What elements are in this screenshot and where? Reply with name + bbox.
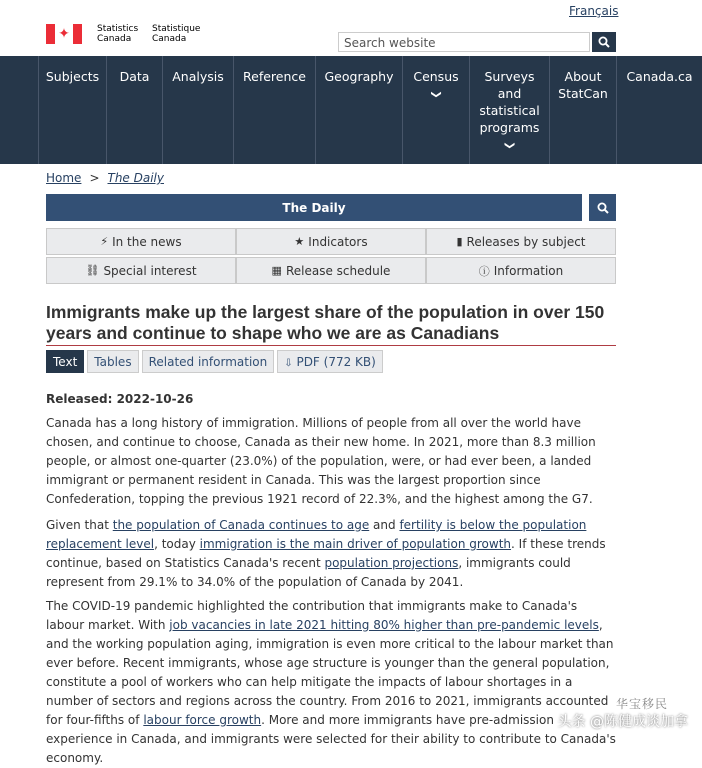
subnav-indicators[interactable]: ★ Indicators [236, 228, 426, 255]
lightning-icon: ⚡ [100, 235, 109, 248]
paragraph-3: The COVID-19 pandemic highlighted the contribution that immigrants make to Canada's labour market. With job vacancies in late 2021 hitting 80% higher than pre-pandemic levels, and the working population aging, immigration is even more critical to the labour market than ever before. Recent immigrants, whose age structure is younger than the general population, constitute a pool of workers who can help mitigate the impacts of labour shortages in a number of sectors and regions across the country. From 2016 to 2021, immigrants accounted for four-fifths of labour force growth. More and more immigrants have pre-admission experience in Canada, and immigrants were selected for their ability to contribute to Canada's economy. [46, 599, 616, 765]
info-icon: ⓘ [478, 264, 490, 278]
signature-french: Statistique Canada [152, 24, 201, 44]
nav-analysis[interactable]: Analysis [163, 56, 234, 164]
tab-related-information[interactable]: Related information [142, 350, 275, 373]
search-icon [598, 36, 610, 48]
nav-data[interactable]: Data [107, 56, 163, 164]
nav-canada-ca[interactable]: Canada.ca [626, 69, 693, 84]
maple-leaf-icon: ✦ [58, 26, 70, 42]
watermark-text: 头条 @陈健成谈加拿 [557, 714, 688, 730]
link-labour-force-growth[interactable]: labour force growth [143, 713, 262, 727]
nav-reference[interactable]: Reference [234, 56, 316, 164]
paragraph-2: Given that the population of Canada continues to age and fertility is below the population replacement level, today immigration is the main driver of population growth. If these trends continue, based on Statistics Canada's recent population projections, immigrants could represent from 29.1% to 34.0% of the population of Canada by 2041. [46, 518, 606, 589]
star-icon: ★ [294, 235, 305, 248]
the-daily-banner[interactable]: The Daily [46, 194, 582, 221]
search-icon [597, 202, 609, 214]
nav-subjects[interactable]: Subjects [38, 56, 107, 164]
link-icon: ⛓ [85, 264, 100, 277]
signature-english: Statistics Canada [97, 24, 139, 44]
release-date: Released: 2022-10-26 [46, 392, 194, 406]
title-divider [46, 345, 616, 346]
book-icon: ▮ [456, 235, 463, 248]
nav-census[interactable]: Census ❯ [403, 56, 470, 164]
subnav-in-the-news[interactable]: ⚡ In the news [46, 228, 236, 255]
subnav-releases-by-subject[interactable]: ▮ Releases by subject [426, 228, 616, 255]
breadcrumb [46, 171, 164, 185]
nav-surveys[interactable]: Surveys and statistical programs ❯ [470, 56, 550, 164]
download-icon: ⇩ [284, 358, 293, 369]
search-input[interactable]: Search website [338, 32, 590, 52]
daily-search-button[interactable] [589, 194, 616, 221]
daily-subnavigation [46, 228, 616, 284]
paragraph-1: Canada has a long history of immigration. Millions of people from all over the world have chosen, and continue to choose, Canada as their new home. In 2021, more than 8.3 million people, or almost one-quarter (23.0%) of the population, were, or had ever been, a landed immigrant or permanent resident in Canada. This was the largest proportion since Confederation, topping the previous 1921 record of 22.3%, and the highest among the G7. [46, 416, 596, 506]
canada-flag-logo[interactable] [46, 24, 82, 44]
seal-watermark: 华宝移民 [616, 697, 669, 711]
subnav-information[interactable]: ⓘ Information [426, 257, 616, 284]
chevron-down-icon: ❯ [430, 90, 442, 99]
link-population-projections[interactable]: population projections [324, 556, 459, 570]
chevron-down-icon: ❯ [504, 141, 515, 150]
article-title: Immigrants make up the largest share of the population in over 150 years and continue to shape who we are as Canadians [46, 302, 605, 343]
breadcrumb-home-link[interactable]: Home [46, 171, 82, 185]
language-toggle-link[interactable]: Français [569, 4, 619, 18]
subnav-release-schedule[interactable]: ▦ Release schedule [236, 257, 426, 284]
breadcrumb-daily-link[interactable]: The Daily [107, 171, 164, 185]
breadcrumb-separator: > [89, 171, 100, 185]
link-job-vacancies[interactable]: job vacancies in late 2021 hitting 80% higher than pre-pandemic levels [169, 618, 599, 632]
main-navigation [0, 56, 702, 164]
calendar-icon: ▦ [271, 264, 282, 277]
tab-pdf[interactable]: ⇩ PDF (772 KB) [277, 350, 383, 373]
nav-about-statcan[interactable]: About StatCan [550, 56, 617, 164]
link-population-aging[interactable]: the population of Canada continues to age [112, 518, 370, 532]
search-button[interactable] [592, 32, 616, 52]
nav-geography[interactable]: Geography [316, 56, 403, 164]
article-tabs [46, 350, 383, 373]
tab-tables[interactable]: Tables [87, 350, 138, 373]
tab-text[interactable]: Text [46, 350, 84, 373]
link-immigration-driver[interactable]: immigration is the main driver of population growth [199, 537, 512, 551]
link-fertility[interactable]: fertility is below the population replacement level [46, 518, 587, 551]
subnav-special-interest[interactable]: ⛓ Special interest [46, 257, 236, 284]
